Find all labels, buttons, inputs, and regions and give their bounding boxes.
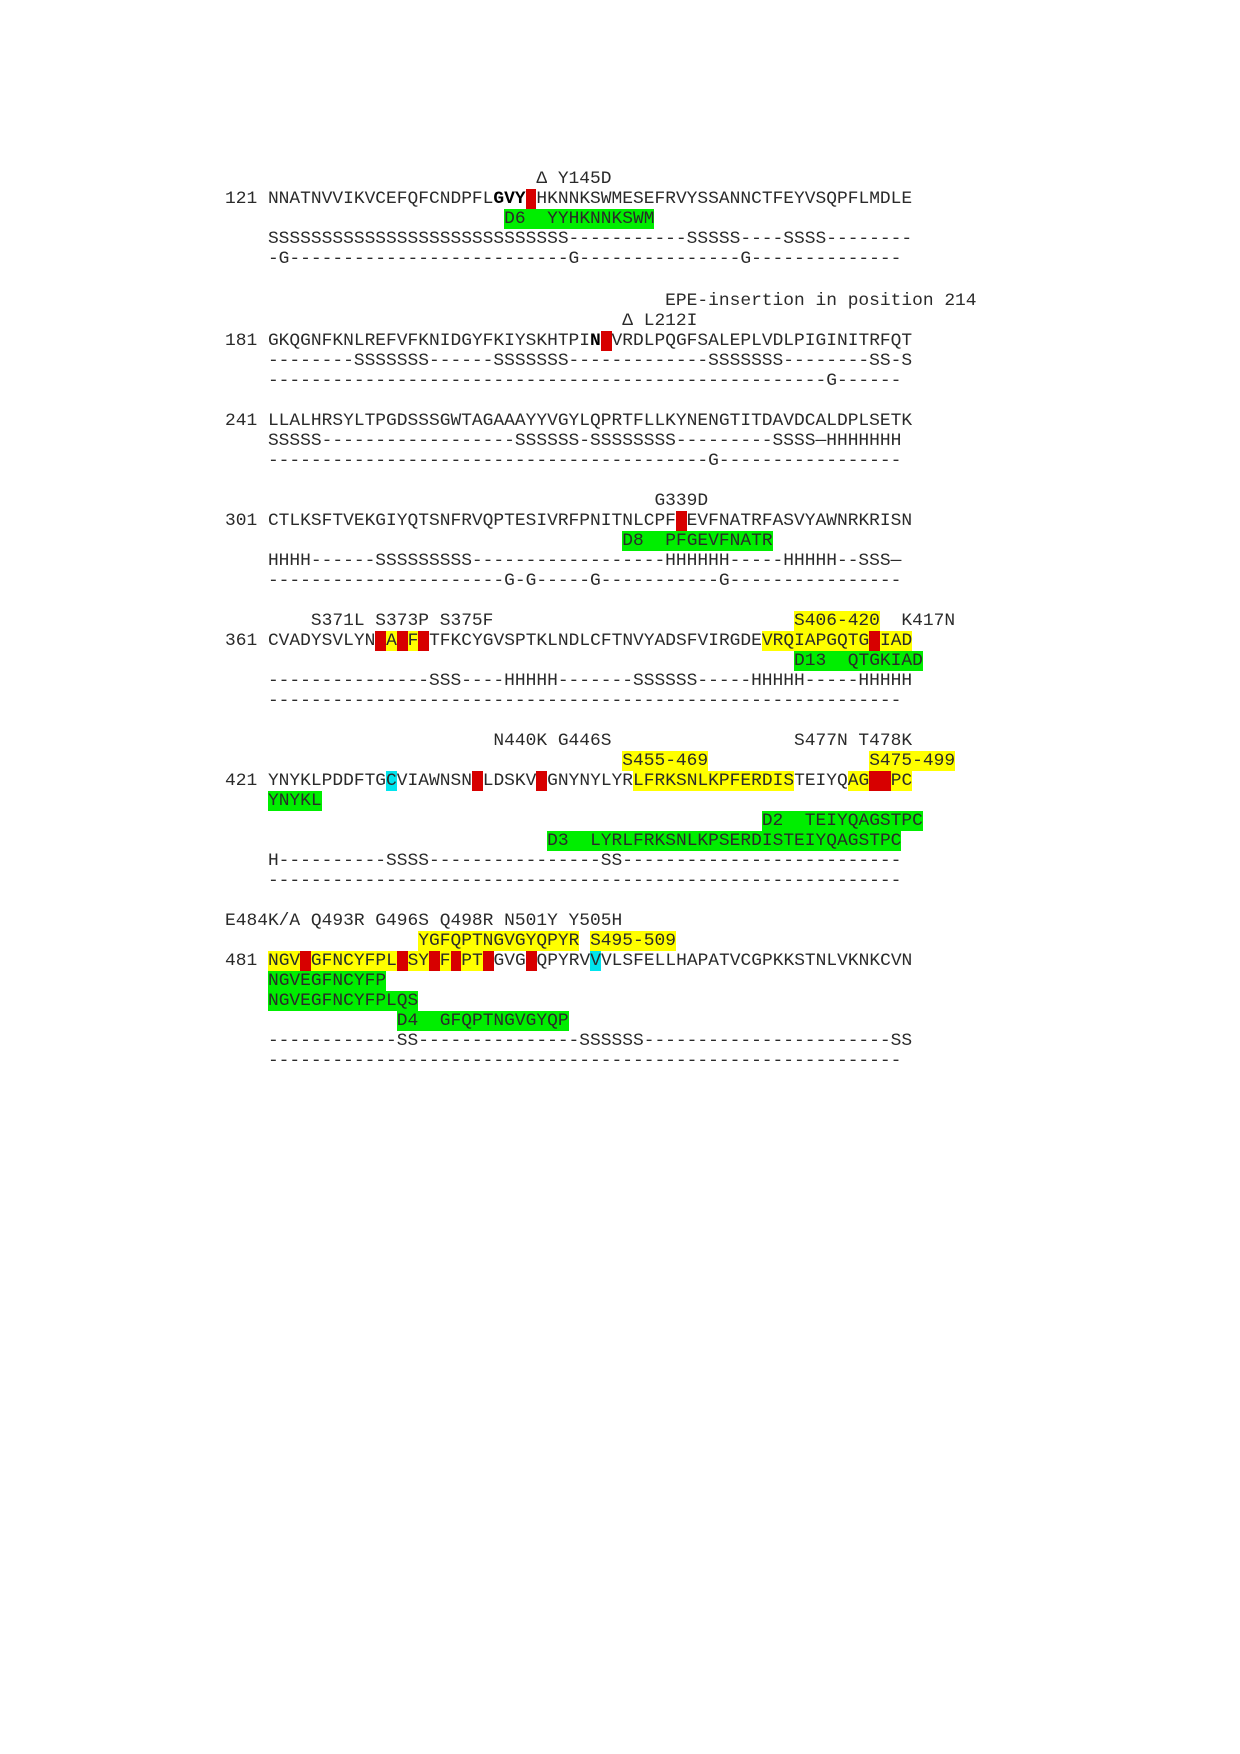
epitope-yellow-highlight: VRQIAPGQTG — [761, 631, 870, 651]
mutation-highlight: N — [471, 771, 483, 791]
sequence-text — [225, 209, 504, 229]
sequence-text: Δ Y145D — [225, 169, 612, 189]
sequence-text: HHHH------SSSSSSSSS------------------HHHHHH-----HHHHH--SSS— — [225, 551, 902, 571]
epitope-green-highlight — [826, 651, 837, 671]
alignment-line — [225, 911, 622, 931]
sequence-text — [225, 531, 622, 551]
epitope-green-highlight: D3 — [547, 831, 569, 851]
epitope-yellow-highlight: GFNCYFPL — [310, 951, 397, 971]
alignment-line — [225, 1051, 901, 1071]
epitope-green-highlight: YNYKL — [267, 791, 322, 811]
sequence-text: Δ L212I — [225, 311, 698, 331]
sequence-text: 301 CTLKSFTVEKGIYQTSNFRVQPTESIVRFPNITNLCPF — [225, 511, 676, 531]
sequence-text: VLSFELLHAPATVCGPKKSTNLVKNKCVN — [600, 951, 913, 971]
epitope-yellow-highlight: A — [386, 631, 397, 651]
epitope-yellow-highlight: IAD — [880, 631, 913, 651]
alignment-line — [225, 1031, 912, 1051]
sequence-text: K417N — [879, 611, 956, 631]
alignment-line — [225, 751, 955, 771]
epitope-yellow-highlight: S495-509 — [590, 931, 676, 951]
epitope-yellow-highlight: S406-420 — [794, 611, 880, 631]
mutation-highlight: G — [536, 771, 548, 791]
sequence-text — [708, 751, 869, 771]
sequence-text — [225, 751, 622, 771]
mutation-highlight: L — [600, 331, 612, 351]
alignment-line — [225, 991, 418, 1011]
sequence-text: ----------------------G-G-----G-----------G---------------- — [225, 571, 902, 591]
epitope-yellow-highlight: F — [439, 951, 451, 971]
epitope-green-highlight: LYRLFRKSNLKPSERDISTEIYQAGSTPC — [579, 831, 902, 851]
epitope-green-highlight: NGVEGFNCYFP — [267, 971, 387, 991]
alignment-line — [225, 511, 912, 531]
sequence-text: HKNNKSWMESEFRVYSSANNCTFEYVSQPFLMDLE — [536, 189, 913, 209]
mutation-highlight: E — [300, 951, 311, 971]
bold-residues: GVY — [493, 189, 526, 209]
epitope-green-highlight: GFQPTNGVGYQP — [429, 1011, 569, 1031]
sequence-text: -G--------------------------G---------------G-------------- — [225, 249, 902, 269]
alignment-line — [225, 351, 912, 371]
alignment-line — [225, 1011, 569, 1031]
mutation-highlight: S — [375, 631, 387, 651]
epitope-green-highlight — [526, 209, 537, 229]
sequence-text: S371L S373P S375F — [225, 611, 795, 631]
epitope-green-highlight: D4 — [396, 1011, 419, 1031]
sequence-text: GNYNYLYR — [547, 771, 634, 791]
sequence-text: QPYRV — [536, 951, 591, 971]
cysteine-highlight: V — [590, 951, 601, 971]
alignment-line — [225, 209, 654, 229]
sequence-text: LDSKV — [482, 771, 537, 791]
epitope-yellow-highlight: F — [407, 631, 419, 651]
sequence-text — [225, 991, 268, 1011]
sequence-text: ---------------SSS----HHHHH-------SSSSSS-----HHHHH-----HHHHH — [225, 671, 913, 691]
sequence-text: ----------------------------------------------------------- — [225, 1051, 902, 1071]
sequence-text: VRDLPQGFSALEPLVDLPIGINITRFQT — [611, 331, 913, 351]
sequence-text: EVFNATRFASVYAWNRKRISN — [686, 511, 913, 531]
alignment-line — [225, 731, 912, 751]
epitope-green-highlight: QTGKIAD — [836, 651, 923, 671]
sequence-text: E484K/A Q493R G496S Q498R N501Y Y505H — [225, 911, 623, 931]
epitope-green-highlight: NGVEGFNCYFPLQS — [267, 991, 419, 1011]
mutation-highlight: G — [675, 511, 687, 531]
sequence-text: ----------------------------------------------------------- — [225, 691, 902, 711]
sequence-text: 241 LLALHRSYLTPGDSSSGWTAGAAAYYVGYLQPRTFLLKYNENGTITDAVDCALDPLSETK — [225, 411, 913, 431]
epitope-green-highlight: D13 — [794, 651, 827, 671]
epitope-yellow-highlight: PT — [461, 951, 483, 971]
sequence-text — [225, 831, 547, 851]
sequence-text: 361 CVADYSVLYN — [225, 631, 376, 651]
alignment-line — [225, 631, 912, 651]
alignment-line — [225, 931, 676, 951]
alignment-line — [225, 551, 901, 571]
mutation-highlight: G — [429, 951, 440, 971]
bold-residues: N — [590, 331, 601, 351]
alignment-line — [225, 411, 912, 431]
epitope-green-highlight — [569, 831, 580, 851]
sequence-text: SSSSS------------------SSSSSS-SSSSSSSS---------SSSS—HHHHHHH — [225, 431, 902, 451]
sequence-text: TFKCYGVSPTKLNDLCFTNVYADSFVIRGDE — [429, 631, 762, 651]
sequence-text: ----------------------------------------------------------- — [225, 871, 902, 891]
alignment-line — [225, 571, 901, 591]
sequence-text — [579, 931, 590, 951]
alignment-line — [225, 371, 901, 391]
sequence-text: TEIYQ — [794, 771, 848, 791]
epitope-green-highlight: D8 — [622, 531, 644, 551]
sequence-text: 121 NNATNVVIKVCEFQFCNDPFL — [225, 189, 494, 209]
sequence-text: ----------------------------------------------------G------ — [225, 371, 902, 391]
alignment-line — [225, 691, 901, 711]
mutation-highlight: Y — [525, 189, 537, 209]
sequence-text — [225, 811, 762, 831]
epitope-green-highlight — [783, 811, 794, 831]
alignment-line — [225, 831, 901, 851]
alignment-line — [225, 671, 912, 691]
sequence-text: N440K G446S S477N T478K — [225, 731, 913, 751]
mutation-highlight: S — [396, 631, 408, 651]
sequence-text — [225, 971, 268, 991]
sequence-text — [225, 1011, 397, 1031]
epitope-green-highlight: D2 — [761, 811, 784, 831]
epitope-green-highlight — [644, 531, 655, 551]
sequence-text: SSSSSSSSSSSSSSSSSSSSSSSSSSSS-----------SSSSS----SSSS-------- — [225, 229, 913, 249]
sequence-text: G339D — [225, 491, 709, 511]
epitope-yellow-highlight: PC — [890, 771, 913, 791]
alignment-line — [225, 169, 612, 189]
epitope-green-highlight: TEIYQAGSTPC — [794, 811, 923, 831]
mutation-highlight: ST — [869, 771, 891, 791]
sequence-text: 421 YNYKLPDDFTG — [225, 771, 387, 791]
alignment-line — [225, 291, 977, 311]
alignment-line — [225, 871, 901, 891]
mutation-highlight: N — [482, 951, 494, 971]
alignment-line — [225, 451, 901, 471]
alignment-line — [225, 951, 912, 971]
epitope-yellow-highlight: SY — [407, 951, 430, 971]
alignment-line — [225, 851, 901, 871]
mutation-highlight: Q — [396, 951, 408, 971]
alignment-line — [225, 331, 912, 351]
sequence-text: EPE-insertion in position 214 — [225, 291, 977, 311]
epitope-yellow-highlight: S475-499 — [869, 751, 956, 771]
sequence-text: ------------SS---------------SSSSSS-----------------------SS — [225, 1031, 913, 1051]
epitope-yellow-highlight: NGV — [267, 951, 301, 971]
sequence-text — [225, 791, 268, 811]
alignment-line — [225, 189, 912, 209]
alignment-line — [225, 491, 708, 511]
sequence-text: H----------SSSS----------------SS-------------------------- — [225, 851, 902, 871]
sequence-text — [225, 651, 794, 671]
epitope-yellow-highlight: S455-469 — [622, 751, 709, 771]
epitope-green-highlight: D6 — [504, 209, 526, 229]
mutation-highlight: Q — [450, 951, 462, 971]
alignment-line — [225, 811, 923, 831]
alignment-line — [225, 431, 901, 451]
epitope-yellow-highlight: LFRKSNLKPFERDIS — [633, 771, 795, 791]
epitope-yellow-highlight: YGFQPTNGVGYQPYR — [418, 931, 580, 951]
epitope-yellow-highlight: AG — [847, 771, 870, 791]
alignment-line — [225, 229, 912, 249]
sequence-text: 181 GKQGNFKNLREFVFKNIDGYFKIYSKHTPI — [225, 331, 591, 351]
alignment-line — [225, 611, 955, 631]
sequence-text: GVG — [493, 951, 526, 971]
sequence-text: --------SSSSSSS------SSSSSSS-------------SSSSSSS--------SS-S — [225, 351, 913, 371]
epitope-green-highlight: YYHKNNKSWM — [536, 209, 655, 229]
alignment-line — [225, 311, 697, 331]
epitope-green-highlight — [418, 1011, 429, 1031]
mutation-highlight: K — [869, 631, 881, 651]
mutation-highlight: Y — [525, 951, 537, 971]
alignment-line — [225, 249, 901, 269]
cysteine-highlight: C — [386, 771, 397, 791]
epitope-green-highlight: PFGEVFNATR — [654, 531, 773, 551]
alignment-line — [225, 791, 322, 811]
sequence-text: 481 — [225, 951, 268, 971]
alignment-line — [225, 971, 386, 991]
alignment-line — [225, 771, 912, 791]
mutation-highlight: S — [418, 631, 430, 651]
alignment-line — [225, 651, 923, 671]
sequence-text: -----------------------------------------G----------------- — [225, 451, 902, 471]
sequence-text: VIAWNSN — [396, 771, 472, 791]
sequence-text — [225, 931, 418, 951]
alignment-line — [225, 531, 773, 551]
